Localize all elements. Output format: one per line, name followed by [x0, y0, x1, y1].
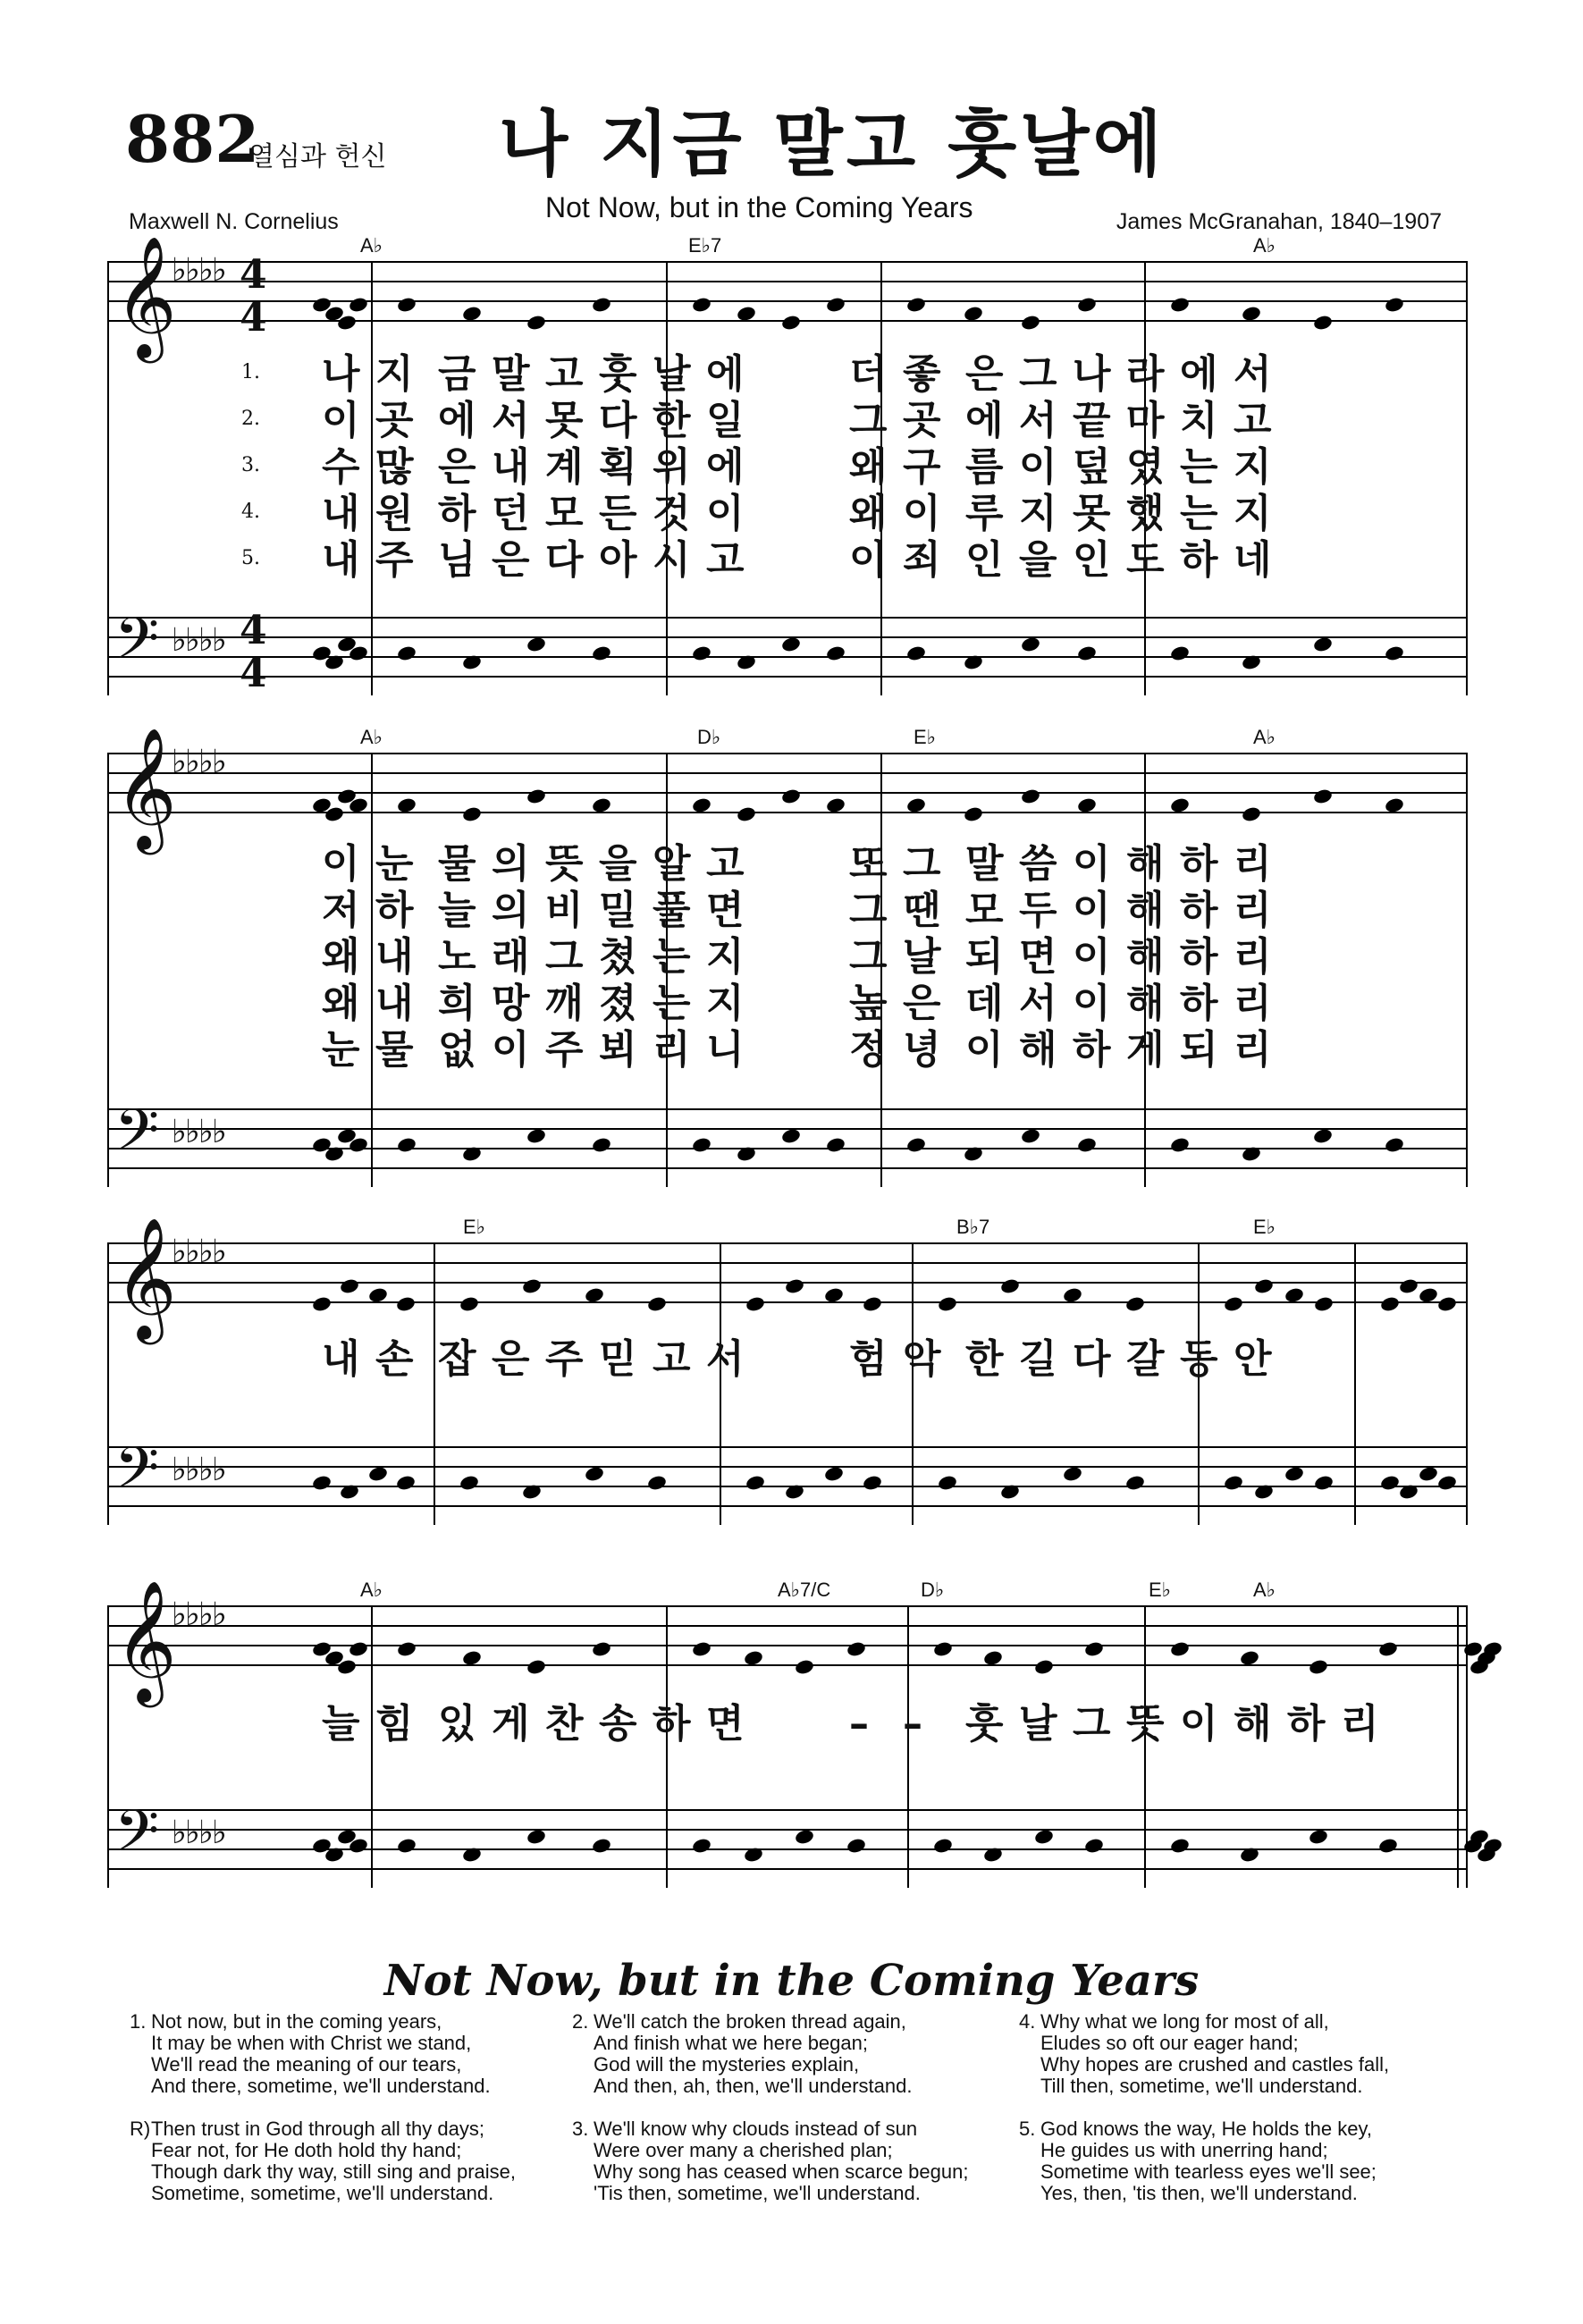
lyric-syllable: 이	[1073, 934, 1111, 980]
lyric-syllable: 하	[1180, 537, 1218, 583]
english-verse	[130, 2118, 516, 2204]
lyric-syllable: 내	[375, 934, 414, 980]
lyric-syllable: 데	[965, 981, 1004, 1026]
key-signature-flats-icon: ♭♭♭♭	[172, 744, 225, 780]
lyric-syllable: 늘	[322, 1701, 360, 1747]
lyric-syllable: 그	[1019, 351, 1057, 397]
lyric-syllable: 는	[1180, 491, 1218, 536]
lyric-syllable: 비	[545, 888, 584, 933]
lyric-syllable: 땐	[903, 888, 941, 933]
lyric-syllable: 계	[545, 444, 584, 490]
lyric-syllable: 시	[653, 537, 691, 583]
key-signature-flats-icon: ♭♭♭♭	[172, 622, 225, 659]
lyric-syllable: 덮	[1073, 444, 1111, 490]
bass-staff	[107, 606, 1466, 696]
verse-number: 5.	[241, 547, 260, 569]
lyric-syllable: 없	[438, 1027, 476, 1073]
lyric-syllable: 이	[706, 491, 745, 536]
lyric-syllable: 노	[438, 934, 476, 980]
lyric-syllable: 치	[1180, 398, 1218, 443]
lyric-line	[107, 535, 1466, 586]
hymn-title: 나 지금 말고 훗날에	[499, 103, 1166, 186]
verse-number: R)	[130, 2118, 151, 2140]
chord-symbol: B♭7	[956, 1216, 990, 1238]
bass-clef-icon: 𝄢	[114, 1098, 160, 1178]
english-verse	[1019, 2118, 1377, 2204]
lyric-syllable: 고	[706, 841, 745, 887]
composer: James McGranahan, 1840–1907	[1116, 209, 1442, 234]
lyric-syllable: 씀	[1019, 841, 1057, 887]
lyric-syllable: 라	[1126, 351, 1165, 397]
chord-symbol: A♭	[1253, 1579, 1276, 1601]
lyric-syllable: 에	[706, 351, 745, 397]
lyric-syllable: 이	[1180, 1701, 1218, 1747]
lyric-syllable: 손	[375, 1336, 414, 1382]
lyric-syllable: 망	[492, 981, 530, 1026]
lyric-syllable: 풀	[653, 888, 691, 933]
lyric-syllable: 또	[849, 841, 888, 887]
lyric-syllable: 에	[965, 398, 1004, 443]
treble-clef-icon: 𝄞	[114, 234, 177, 358]
lyric-syllable: 한	[965, 1336, 1004, 1382]
lyric-syllable: 졌	[599, 981, 637, 1026]
lyric-syllable: 그	[849, 934, 888, 980]
verse-number: 3.	[241, 454, 260, 476]
verse-number: 2.	[572, 2010, 589, 2033]
lyric-syllable: 지	[706, 934, 745, 980]
lyric-syllable: 길	[1019, 1336, 1057, 1382]
lyric-syllable: 리	[653, 1027, 691, 1073]
verse-number: 5.	[1019, 2118, 1036, 2140]
bass-clef-icon: 𝄢	[114, 606, 160, 686]
verse-line: Though dark thy way, still sing and praise,	[151, 2160, 517, 2183]
lyric-syllable: 서	[706, 1336, 745, 1382]
lyric-syllable: 나	[1073, 351, 1111, 397]
key-signature-flats-icon: ♭♭♭♭	[172, 1234, 225, 1270]
lyric-syllable: 한	[653, 398, 691, 443]
lyric-syllable: 서	[492, 398, 530, 443]
bar-line	[1466, 1242, 1468, 1525]
lyric-syllable: 였	[1126, 444, 1165, 490]
lyric-syllable: 왜	[322, 981, 360, 1026]
lyric-syllable: 래	[492, 934, 530, 980]
lyric-syllable: 정	[849, 1027, 888, 1073]
lyric-syllable: 주	[545, 1027, 584, 1073]
lyric-syllable: 말	[492, 351, 530, 397]
verse-line: Yes, then, 'tis then, we'll understand.	[1040, 2182, 1358, 2204]
lyric-syllable: 모	[545, 491, 584, 536]
chord-symbol: A♭	[360, 726, 383, 748]
lyric-syllable: 아	[599, 537, 637, 583]
lyric-syllable: 내	[492, 444, 530, 490]
lyric-syllable: 마	[1126, 398, 1165, 443]
lyric-syllable: 더	[849, 351, 888, 397]
lyric-syllable: 갈	[1126, 1336, 1165, 1382]
lyric-syllable: 고	[1234, 398, 1272, 443]
lyric-syllable: 곳	[375, 398, 414, 443]
lyric-syllable: 은	[492, 537, 530, 583]
lyric-syllable: 님	[438, 537, 476, 583]
chord-symbol: E♭	[1253, 1216, 1276, 1238]
verse-line: Why what we long for most of all,	[1040, 2010, 1329, 2033]
verse-line: And there, sometime, we'll understand.	[151, 2075, 491, 2097]
lyric-syllable: 이	[1073, 841, 1111, 887]
lyric-syllable: 이	[1019, 444, 1057, 490]
lyric-syllable: 는	[653, 934, 691, 980]
lyric-syllable: –	[849, 1701, 869, 1747]
verse-line: Sometime with tearless eyes we'll see;	[1040, 2160, 1377, 2183]
lyric-syllable: 그	[849, 888, 888, 933]
lyric-syllable: 은	[965, 351, 1004, 397]
verse-line: Why song has ceased when scarce begun;	[594, 2160, 969, 2183]
lyric-syllable: 깨	[545, 981, 584, 1026]
english-title: Not Now, but in the Coming Years	[383, 1956, 1200, 2006]
verse-number: 2.	[241, 408, 260, 430]
lyric-line	[107, 885, 1466, 937]
lyric-syllable: 에	[706, 444, 745, 490]
lyric-syllable: 눈	[322, 1027, 360, 1073]
chord-symbol: D♭	[921, 1579, 945, 1601]
lyric-syllable: 고	[653, 1336, 691, 1382]
bar-line	[1466, 261, 1468, 695]
lyric-syllable: 해	[1126, 981, 1165, 1026]
hymn-number: 882	[125, 101, 260, 177]
lyric-syllable: 하	[438, 491, 476, 536]
verse-number: 1.	[130, 2010, 147, 2033]
lyric-syllable: 말	[965, 841, 1004, 887]
lyric-syllable: 하	[1180, 888, 1218, 933]
verse-line: Were over many a cherished plan;	[594, 2139, 893, 2161]
lyric-syllable: 못	[1073, 491, 1111, 536]
chord-symbol: E♭	[914, 726, 937, 748]
lyric-syllable: 은	[438, 444, 476, 490]
lyric-syllable: 뵈	[599, 1027, 637, 1073]
lyric-syllable: 내	[322, 1336, 360, 1382]
lyric-syllable: 끝	[1073, 398, 1111, 443]
lyric-syllable: 모	[965, 888, 1004, 933]
bass-staff	[107, 1798, 1466, 1888]
lyric-syllable: 주	[375, 537, 414, 583]
lyric-syllable: 내	[322, 537, 360, 583]
lyric-syllable: 믿	[599, 1336, 637, 1382]
lyric-syllable: 되	[1180, 1027, 1218, 1073]
key-signature-flats-icon: ♭♭♭♭	[172, 1596, 225, 1633]
lyric-syllable: 리	[1234, 1027, 1272, 1073]
lyric-syllable: 주	[545, 1336, 584, 1382]
verse-line: 'Tis then, sometime, we'll understand.	[594, 2182, 921, 2204]
lyric-line	[107, 1698, 1466, 1750]
treble-clef-icon: 𝄞	[114, 726, 177, 849]
lyric-syllable: 의	[492, 841, 530, 887]
verse-line: And finish what we here began;	[594, 2032, 868, 2054]
lyric-syllable: 죄	[903, 537, 941, 583]
english-verse	[572, 2011, 912, 2097]
lyric-syllable: 눈	[375, 841, 414, 887]
lyric-syllable: 늘	[438, 888, 476, 933]
lyric-syllable: 훗	[965, 1701, 1004, 1747]
lyric-syllable: 있	[438, 1701, 476, 1747]
bass-staff	[107, 1098, 1466, 1187]
lyric-syllable: 게	[492, 1701, 530, 1747]
lyric-syllable: 는	[1180, 444, 1218, 490]
chord-symbol: A♭	[1253, 234, 1276, 257]
english-verse	[572, 2118, 968, 2204]
lyric-syllable: 좋	[903, 351, 941, 397]
lyric-syllable: 두	[1019, 888, 1057, 933]
lyric-syllable: 다	[1073, 1336, 1111, 1382]
bar-line	[1466, 753, 1468, 1187]
verse-line: God will the mysteries explain,	[594, 2053, 860, 2076]
verse-line: And then, ah, then, we'll understand.	[594, 2075, 913, 2097]
lyric-syllable: 알	[653, 841, 691, 887]
hymn-category: 열심과 헌신	[248, 141, 387, 173]
lyric-syllable: 이	[492, 1027, 530, 1073]
bass-clef-icon: 𝄢	[114, 1798, 160, 1879]
lyric-syllable: 리	[1341, 1701, 1379, 1747]
lyric-syllable: 그	[1073, 1701, 1111, 1747]
lyric-syllable: 다	[599, 398, 637, 443]
lyric-syllable: 고	[545, 351, 584, 397]
lyric-syllable: 하	[1180, 981, 1218, 1026]
lyric-syllable: 구	[903, 444, 941, 490]
lyric-line	[107, 1334, 1466, 1385]
lyric-syllable: 루	[965, 491, 1004, 536]
lyric-syllable: 수	[322, 444, 360, 490]
lyric-syllable: 그	[903, 841, 941, 887]
lyric-syllable: 훗	[599, 351, 637, 397]
lyric-syllable: 왜	[849, 491, 888, 536]
lyric-syllable: 다	[545, 537, 584, 583]
lyric-syllable: 높	[849, 981, 888, 1026]
lyric-syllable: 저	[322, 888, 360, 933]
lyric-syllable: 의	[492, 888, 530, 933]
lyric-syllable: 도	[1126, 537, 1165, 583]
verse-line: He guides us with unerring hand;	[1040, 2139, 1328, 2161]
verse-number: 1.	[241, 361, 260, 383]
chord-symbol: A♭7/C	[778, 1579, 831, 1601]
lyric-syllable: 이	[903, 491, 941, 536]
lyric-syllable: 인	[965, 537, 1004, 583]
lyric-syllable: 것	[653, 491, 691, 536]
chord-symbol: A♭	[1253, 726, 1276, 748]
bass-clef-icon: 𝄢	[114, 1436, 160, 1516]
lyric-syllable: 하	[653, 1701, 691, 1747]
key-signature-flats-icon: ♭♭♭♭	[172, 1452, 225, 1488]
lyric-syllable: 날	[653, 351, 691, 397]
lyric-syllable: 을	[1019, 537, 1057, 583]
lyric-syllable: 이	[322, 841, 360, 887]
lyric-syllable: 되	[965, 934, 1004, 980]
lyric-syllable: 던	[492, 491, 530, 536]
lyric-syllable: 든	[599, 491, 637, 536]
lyric-syllable: 름	[965, 444, 1004, 490]
lyric-syllable: 이	[1073, 981, 1111, 1026]
lyric-line	[107, 838, 1466, 890]
lyric-syllable: 왜	[322, 934, 360, 980]
chord-symbol: A♭	[360, 1579, 383, 1601]
chord-symbol: E♭	[1149, 1579, 1172, 1601]
lyric-syllable: 물	[438, 841, 476, 887]
verse-line: Fear not, for He doth hold thy hand;	[151, 2139, 462, 2161]
lyric-syllable: –	[903, 1701, 922, 1747]
lyric-syllable: 지	[1234, 491, 1272, 536]
lyric-syllable: 인	[1073, 537, 1111, 583]
lyric-syllable: 희	[438, 981, 476, 1026]
lyric-syllable: 면	[1019, 934, 1057, 980]
lyric-syllable: 뜻	[1126, 1701, 1165, 1747]
lyric-syllable: 니	[706, 1027, 745, 1073]
lyric-syllable: 하	[1287, 1701, 1326, 1747]
lyric-syllable: 고	[706, 537, 745, 583]
verse-line: We'll know why clouds instead of sun	[594, 2118, 918, 2140]
chord-symbol: A♭	[360, 234, 383, 257]
chord-symbol: E♭	[463, 1216, 486, 1238]
lyric-syllable: 해	[1234, 1701, 1272, 1747]
lyric-syllable: 지	[1019, 491, 1057, 536]
treble-clef-icon: 𝄞	[114, 1216, 177, 1339]
lyric-syllable: 하	[1180, 841, 1218, 887]
lyric-line	[107, 488, 1466, 540]
verse-number: 4.	[1019, 2010, 1036, 2033]
verse-number: 3.	[572, 2118, 589, 2140]
lyric-syllable: 쳤	[599, 934, 637, 980]
lyric-syllable: 이	[965, 1027, 1004, 1073]
lyric-syllable: 에	[1180, 351, 1218, 397]
lyric-syllable: 획	[599, 444, 637, 490]
verse-line: Eludes so oft our eager hand;	[1040, 2032, 1299, 2054]
lyric-syllable: 서	[1019, 981, 1057, 1026]
lyric-syllable: 이	[1073, 888, 1111, 933]
verse-line: Till then, sometime, we'll understand.	[1040, 2075, 1363, 2097]
lyricist: Maxwell N. Cornelius	[129, 209, 339, 234]
lyric-syllable: 위	[653, 444, 691, 490]
english-verse	[1019, 2011, 1389, 2097]
lyric-syllable: 내	[375, 981, 414, 1026]
lyric-line	[107, 978, 1466, 1030]
lyric-line	[107, 931, 1466, 983]
lyric-syllable: 못	[545, 398, 584, 443]
lyric-syllable: 면	[706, 888, 745, 933]
lyric-syllable: 그	[849, 398, 888, 443]
chord-symbol: E♭7	[688, 234, 722, 257]
lyric-syllable: 물	[375, 1027, 414, 1073]
verse-line: Why hopes are crushed and castles fall,	[1040, 2053, 1390, 2076]
lyric-syllable: 지	[1234, 444, 1272, 490]
lyric-syllable: 일	[706, 398, 745, 443]
lyric-syllable: 뜻	[545, 841, 584, 887]
lyric-syllable: 왜	[849, 444, 888, 490]
lyric-syllable: 날	[1019, 1701, 1057, 1747]
lyric-syllable: 면	[706, 1701, 745, 1747]
verse-number: 4.	[241, 501, 260, 523]
lyric-syllable: 네	[1234, 537, 1272, 583]
lyric-syllable: 금	[438, 351, 476, 397]
lyric-syllable: 하	[1180, 934, 1218, 980]
verse-line: Sometime, sometime, we'll understand.	[151, 2182, 494, 2204]
hymn-subtitle: Not Now, but in the Coming Years	[545, 191, 973, 223]
verse-line: Then trust in God through all thy days;	[151, 2118, 484, 2140]
lyric-syllable: 많	[375, 444, 414, 490]
chord-symbol: D♭	[697, 726, 721, 748]
time-signature: 4 4	[240, 252, 267, 341]
lyric-syllable: 잡	[438, 1336, 476, 1382]
lyric-syllable: 원	[375, 491, 414, 536]
key-signature-flats-icon: ♭♭♭♭	[172, 252, 225, 289]
lyric-syllable: 지	[706, 981, 745, 1026]
lyric-syllable: 송	[599, 1701, 637, 1747]
lyric-syllable: 나	[322, 351, 360, 397]
lyric-syllable: 이	[849, 537, 888, 583]
key-signature-flats-icon: ♭♭♭♭	[172, 1815, 225, 1851]
lyric-syllable: 곳	[903, 398, 941, 443]
lyric-syllable: 리	[1234, 981, 1272, 1026]
lyric-syllable: 은	[492, 1336, 530, 1382]
treble-clef-icon: 𝄞	[114, 1579, 177, 1702]
lyric-syllable: 험	[849, 1336, 888, 1382]
verse-line: Not now, but in the coming years,	[151, 2010, 442, 2033]
lyric-syllable: 은	[903, 981, 941, 1026]
lyric-syllable: 날	[903, 934, 941, 980]
verse-line: God knows the way, He holds the key,	[1040, 2118, 1372, 2140]
lyric-syllable: 해	[1126, 934, 1165, 980]
lyric-syllable: 그	[545, 934, 584, 980]
lyric-line	[107, 395, 1466, 447]
lyric-syllable: 힘	[375, 1701, 414, 1747]
key-signature-flats-icon: ♭♭♭♭	[172, 1114, 225, 1150]
lyric-line	[107, 442, 1466, 493]
verse-line: We'll catch the broken thread again,	[594, 2010, 906, 2033]
lyric-syllable: 리	[1234, 934, 1272, 980]
lyric-syllable: 해	[1019, 1027, 1057, 1073]
lyric-syllable: 리	[1234, 841, 1272, 887]
lyric-syllable: 했	[1126, 491, 1165, 536]
lyric-syllable: 찬	[545, 1701, 584, 1747]
lyric-line	[107, 349, 1466, 400]
lyric-syllable: 에	[438, 398, 476, 443]
lyric-syllable: 는	[653, 981, 691, 1026]
lyric-syllable: 이	[322, 398, 360, 443]
lyric-syllable: 하	[1073, 1027, 1111, 1073]
lyric-syllable: 지	[375, 351, 414, 397]
lyric-syllable: 녕	[903, 1027, 941, 1073]
lyric-syllable: 서	[1019, 398, 1057, 443]
lyric-syllable: 리	[1234, 888, 1272, 933]
verse-line: It may be when with Christ we stand,	[151, 2032, 472, 2054]
lyric-syllable: 밀	[599, 888, 637, 933]
lyric-syllable: 안	[1234, 1336, 1272, 1382]
lyric-syllable: 악	[903, 1336, 941, 1382]
lyric-syllable: 게	[1126, 1027, 1165, 1073]
lyric-syllable: 해	[1126, 888, 1165, 933]
lyric-syllable: 을	[599, 841, 637, 887]
english-verse	[130, 2011, 491, 2097]
lyric-syllable: 해	[1126, 841, 1165, 887]
lyric-syllable: 동	[1180, 1336, 1218, 1382]
verse-line: We'll read the meaning of our tears,	[151, 2053, 462, 2076]
time-signature: 4 4	[240, 608, 267, 696]
lyric-syllable: 내	[322, 491, 360, 536]
lyric-syllable: 하	[375, 888, 414, 933]
lyric-syllable: 서	[1234, 351, 1272, 397]
lyric-line	[107, 1024, 1466, 1076]
